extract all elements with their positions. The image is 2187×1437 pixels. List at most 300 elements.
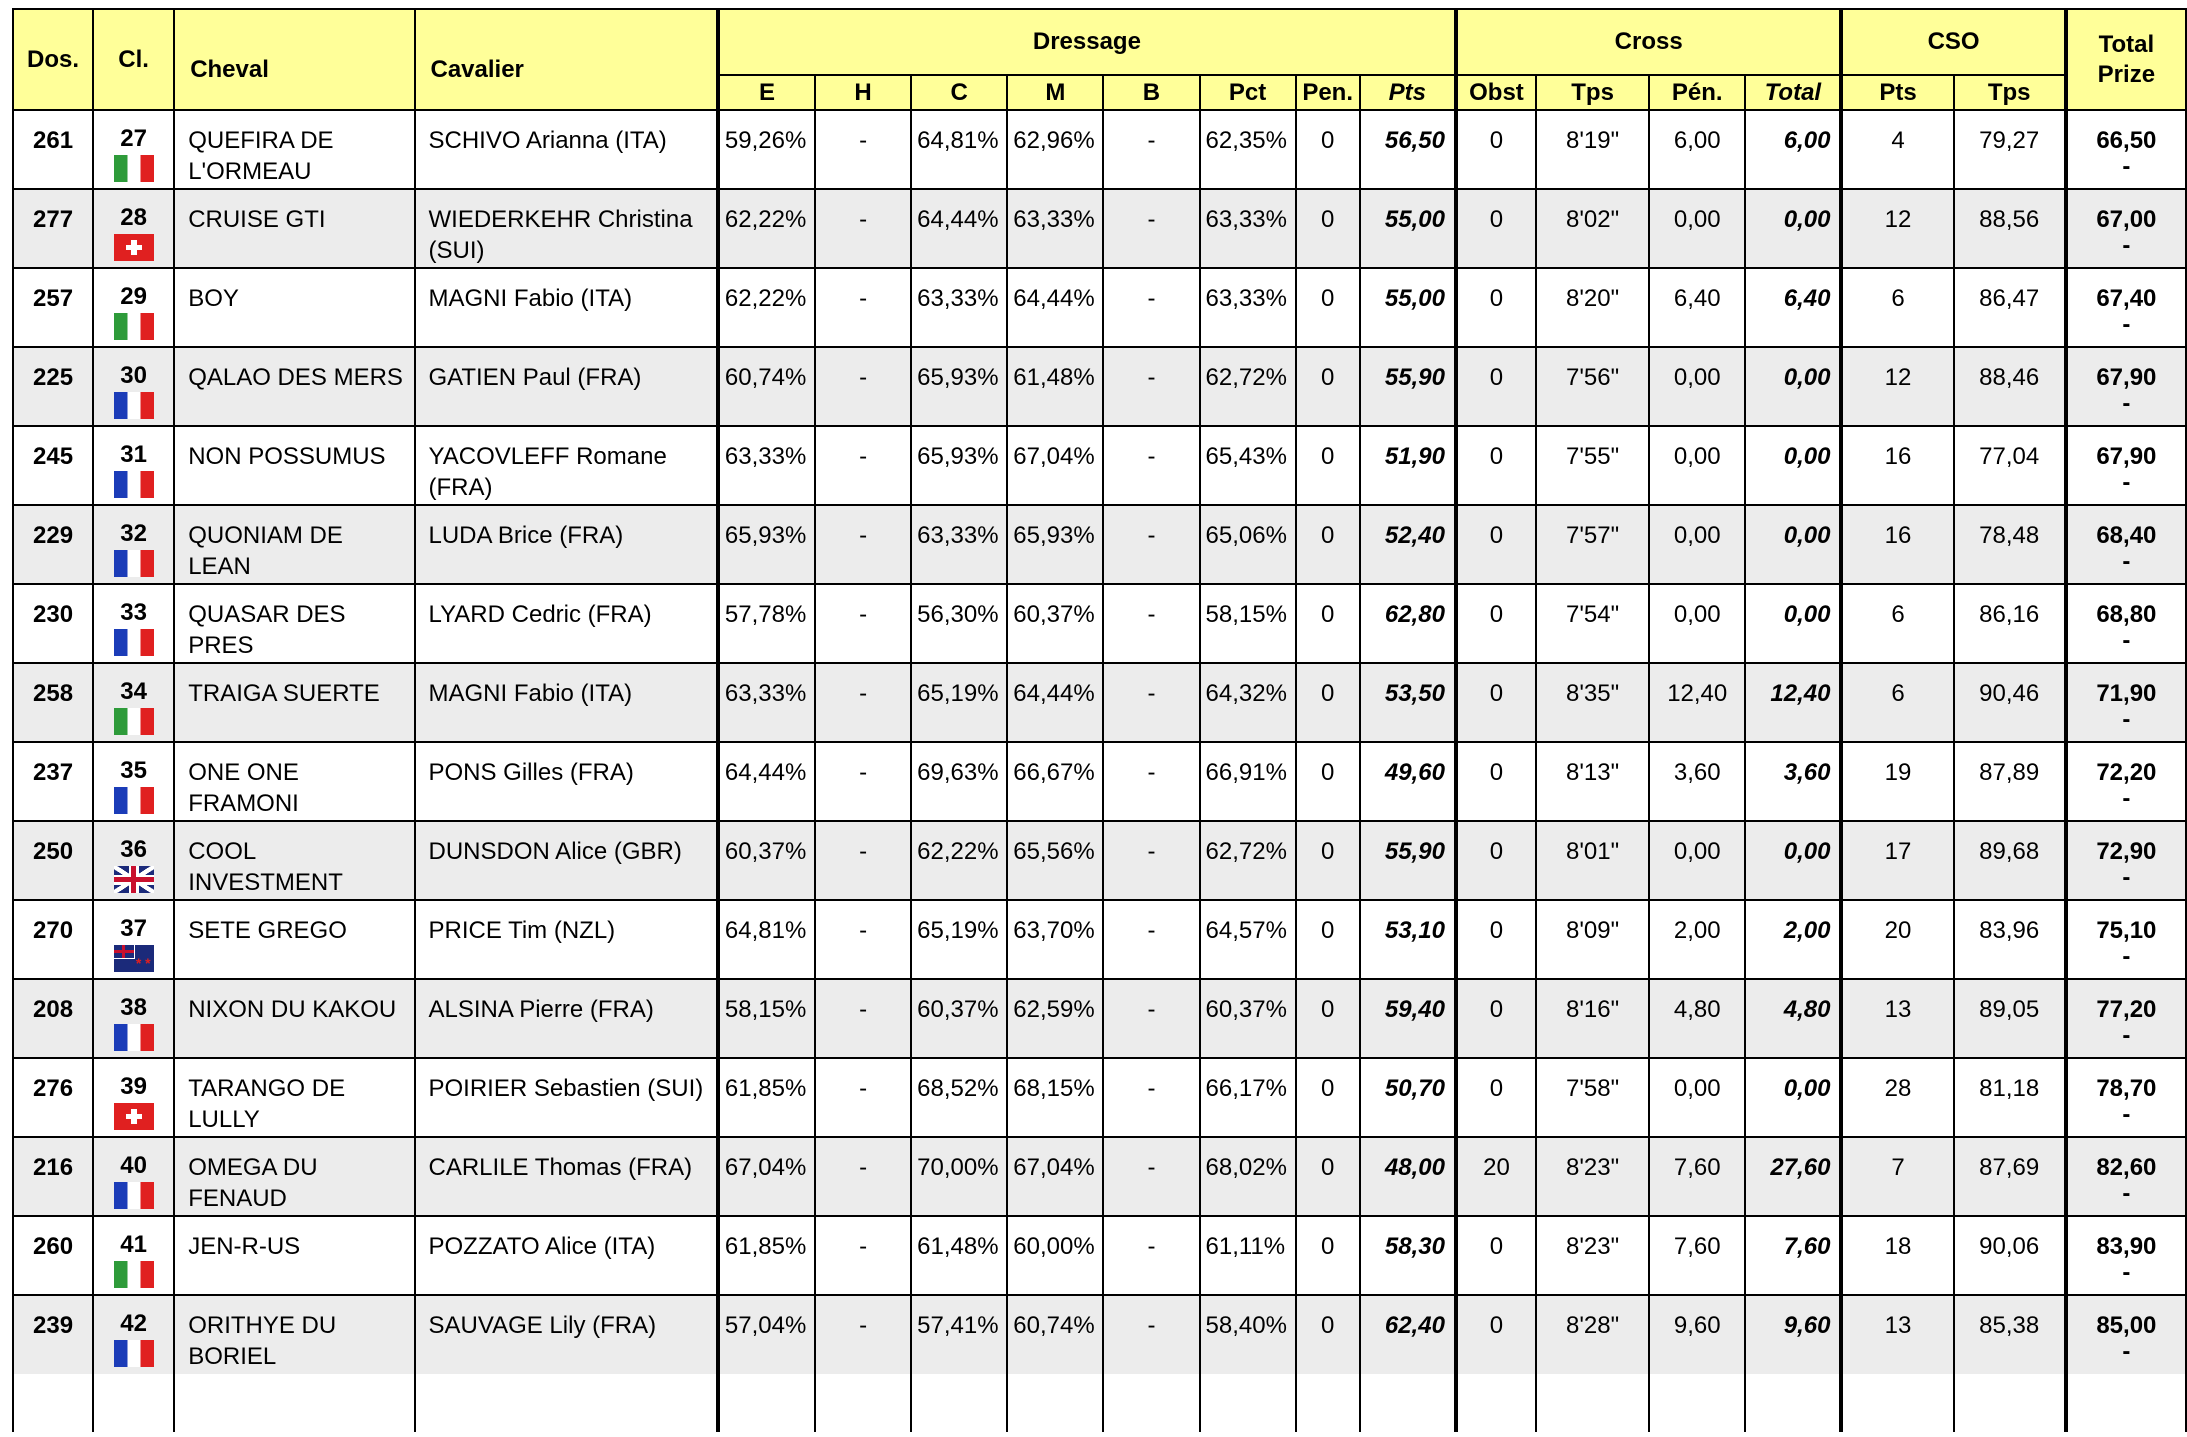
row-cross-tps: 8'16" bbox=[1536, 979, 1649, 1058]
row-cross-pen: 4,80 bbox=[1649, 979, 1745, 1058]
row-dressage-c: 64,81% bbox=[911, 110, 1007, 189]
rank-number: 35 bbox=[120, 757, 147, 784]
row-dressage-pen: 0 bbox=[1296, 663, 1360, 742]
row-cso-pts: 18 bbox=[1841, 1216, 1953, 1295]
total-score: 67,90 bbox=[2096, 443, 2157, 470]
row-cross-pen: 7,60 bbox=[1649, 1216, 1745, 1295]
row-dos: 270 bbox=[13, 900, 93, 979]
row-dressage-c: 63,33% bbox=[911, 505, 1007, 584]
row-dressage-e: 62,22% bbox=[718, 268, 815, 347]
empty-cell bbox=[911, 1374, 1007, 1432]
row-dressage-m: 67,04% bbox=[1007, 426, 1103, 505]
row-cross-total: 0,00 bbox=[1745, 1058, 1841, 1137]
row-rider: GATIEN Paul (FRA) bbox=[415, 347, 718, 426]
row-cross-tps: 7'55" bbox=[1536, 426, 1649, 505]
header-cross-tps: Tps bbox=[1536, 75, 1649, 110]
row-rank bbox=[93, 189, 174, 268]
rank-number: 29 bbox=[120, 283, 147, 310]
row-dressage-m: 60,37% bbox=[1007, 584, 1103, 663]
row-dressage-pen: 0 bbox=[1296, 347, 1360, 426]
row-horse: QUONIAM DE LEAN bbox=[174, 505, 414, 584]
rank-number: 38 bbox=[120, 994, 147, 1021]
header-cross-total: Total bbox=[1745, 75, 1841, 110]
row-rider: YACOVLEFF Romane (FRA) bbox=[415, 426, 718, 505]
row-dressage-pct: 64,32% bbox=[1200, 663, 1296, 742]
table-row bbox=[13, 584, 2186, 663]
prize: - bbox=[2122, 1338, 2131, 1365]
row-horse: TARANGO DE LULLY bbox=[174, 1058, 414, 1137]
row-cross-pen: 0,00 bbox=[1649, 505, 1745, 584]
row-cross-obst: 0 bbox=[1456, 1216, 1536, 1295]
total-score: 71,90 bbox=[2096, 680, 2157, 707]
empty-cell bbox=[1536, 1374, 1649, 1432]
empty-cell bbox=[1007, 1374, 1103, 1432]
row-cross-total: 9,60 bbox=[1745, 1295, 1841, 1374]
header-dressage-pts: Pts bbox=[1360, 75, 1456, 110]
row-dressage-pts: 62,80 bbox=[1360, 584, 1456, 663]
row-dressage-m: 60,00% bbox=[1007, 1216, 1103, 1295]
row-total bbox=[2066, 268, 2186, 347]
table-row bbox=[13, 821, 2186, 900]
row-dressage-h: - bbox=[815, 268, 911, 347]
row-dressage-pen: 0 bbox=[1296, 900, 1360, 979]
header-cso-pts: Pts bbox=[1841, 75, 1953, 110]
prize: - bbox=[2122, 706, 2131, 733]
row-cross-obst: 0 bbox=[1456, 189, 1536, 268]
row-cross-total: 7,60 bbox=[1745, 1216, 1841, 1295]
prize: - bbox=[2122, 864, 2131, 891]
row-rider: MAGNI Fabio (ITA) bbox=[415, 268, 718, 347]
row-dressage-h: - bbox=[815, 347, 911, 426]
results-sheet bbox=[12, 8, 2187, 1432]
prize: - bbox=[2122, 785, 2131, 812]
row-cross-total: 12,40 bbox=[1745, 663, 1841, 742]
empty-cell bbox=[1745, 1374, 1841, 1432]
row-dressage-b: - bbox=[1103, 347, 1199, 426]
row-rider: MAGNI Fabio (ITA) bbox=[415, 663, 718, 742]
total-score: 85,00 bbox=[2096, 1312, 2157, 1339]
rank-number: 27 bbox=[120, 125, 147, 152]
row-cross-total: 3,60 bbox=[1745, 742, 1841, 821]
empty-cell bbox=[1103, 1374, 1199, 1432]
prize: - bbox=[2122, 943, 2131, 970]
row-dressage-pct: 65,43% bbox=[1200, 426, 1296, 505]
row-dressage-h: - bbox=[815, 742, 911, 821]
row-dressage-b: - bbox=[1103, 1058, 1199, 1137]
row-cso-pts: 16 bbox=[1841, 426, 1953, 505]
row-cso-tps: 89,68 bbox=[1954, 821, 2066, 900]
row-rank bbox=[93, 347, 174, 426]
row-dressage-b: - bbox=[1103, 189, 1199, 268]
row-cso-tps: 78,48 bbox=[1954, 505, 2066, 584]
row-dressage-pen: 0 bbox=[1296, 821, 1360, 900]
row-cross-total: 4,80 bbox=[1745, 979, 1841, 1058]
row-cross-obst: 0 bbox=[1456, 742, 1536, 821]
row-cross-total: 0,00 bbox=[1745, 426, 1841, 505]
row-dos: 261 bbox=[13, 110, 93, 189]
row-dressage-pen: 0 bbox=[1296, 1058, 1360, 1137]
row-cross-pen: 0,00 bbox=[1649, 347, 1745, 426]
row-dressage-h: - bbox=[815, 110, 911, 189]
empty-cell bbox=[815, 1374, 911, 1432]
row-cross-obst: 0 bbox=[1456, 426, 1536, 505]
empty-cell bbox=[415, 1374, 718, 1432]
row-total bbox=[2066, 979, 2186, 1058]
row-cso-pts: 6 bbox=[1841, 268, 1953, 347]
row-cross-pen: 0,00 bbox=[1649, 426, 1745, 505]
row-dressage-h: - bbox=[815, 505, 911, 584]
table-row bbox=[13, 1216, 2186, 1295]
row-rider: LYARD Cedric (FRA) bbox=[415, 584, 718, 663]
flag-nzl-icon bbox=[114, 945, 154, 972]
row-total bbox=[2066, 426, 2186, 505]
header-c: C bbox=[911, 75, 1007, 110]
row-dressage-e: 64,81% bbox=[718, 900, 815, 979]
row-total bbox=[2066, 1137, 2186, 1216]
row-dressage-c: 61,48% bbox=[911, 1216, 1007, 1295]
row-dressage-c: 68,52% bbox=[911, 1058, 1007, 1137]
row-dressage-pct: 63,33% bbox=[1200, 268, 1296, 347]
row-cross-total: 0,00 bbox=[1745, 347, 1841, 426]
row-dressage-pct: 64,57% bbox=[1200, 900, 1296, 979]
rank-number: 36 bbox=[120, 836, 147, 863]
row-cross-pen: 6,40 bbox=[1649, 268, 1745, 347]
row-dressage-h: - bbox=[815, 821, 911, 900]
row-dressage-m: 64,44% bbox=[1007, 663, 1103, 742]
row-dressage-pct: 66,17% bbox=[1200, 1058, 1296, 1137]
row-dressage-c: 65,93% bbox=[911, 426, 1007, 505]
row-cross-pen: 0,00 bbox=[1649, 189, 1745, 268]
total-score: 67,00 bbox=[2096, 206, 2157, 233]
row-dressage-pts: 62,40 bbox=[1360, 1295, 1456, 1374]
row-dressage-e: 59,26% bbox=[718, 110, 815, 189]
row-cross-pen: 0,00 bbox=[1649, 1058, 1745, 1137]
row-rank bbox=[93, 1216, 174, 1295]
row-dressage-h: - bbox=[815, 426, 911, 505]
row-cso-tps: 87,69 bbox=[1954, 1137, 2066, 1216]
row-cross-tps: 8'35" bbox=[1536, 663, 1649, 742]
header-cl: Cl. bbox=[93, 9, 174, 110]
row-dressage-m: 63,33% bbox=[1007, 189, 1103, 268]
header-cso: CSO bbox=[1841, 9, 2065, 75]
row-cross-total: 2,00 bbox=[1745, 900, 1841, 979]
row-cso-tps: 77,04 bbox=[1954, 426, 2066, 505]
empty-cell bbox=[1296, 1374, 1360, 1432]
header-pen: Pen. bbox=[1296, 75, 1360, 110]
row-dos: 250 bbox=[13, 821, 93, 900]
row-horse: QALAO DES MERS bbox=[174, 347, 414, 426]
row-dressage-b: - bbox=[1103, 1295, 1199, 1374]
row-horse: COOL INVESTMENT bbox=[174, 821, 414, 900]
row-dressage-m: 63,70% bbox=[1007, 900, 1103, 979]
table-row bbox=[13, 979, 2186, 1058]
header-cavalier: Cavalier bbox=[415, 9, 718, 110]
row-cross-tps: 8'01" bbox=[1536, 821, 1649, 900]
empty-row bbox=[13, 1374, 2186, 1432]
row-dressage-h: - bbox=[815, 1058, 911, 1137]
header-pct: Pct bbox=[1200, 75, 1296, 110]
flag-fra-icon bbox=[114, 550, 154, 577]
row-dos: 239 bbox=[13, 1295, 93, 1374]
rank-number: 41 bbox=[120, 1231, 147, 1258]
row-dressage-b: - bbox=[1103, 742, 1199, 821]
row-dressage-e: 60,37% bbox=[718, 821, 815, 900]
row-horse: QUASAR DES PRES bbox=[174, 584, 414, 663]
empty-cell bbox=[174, 1374, 414, 1432]
row-horse: ONE ONE FRAMONI bbox=[174, 742, 414, 821]
row-cross-obst: 0 bbox=[1456, 1058, 1536, 1137]
row-total bbox=[2066, 110, 2186, 189]
row-dressage-pen: 0 bbox=[1296, 426, 1360, 505]
rank-number: 28 bbox=[120, 204, 147, 231]
row-cross-tps: 8'23" bbox=[1536, 1216, 1649, 1295]
row-horse: OMEGA DU FENAUD bbox=[174, 1137, 414, 1216]
row-cross-tps: 8'13" bbox=[1536, 742, 1649, 821]
row-rank bbox=[93, 505, 174, 584]
header-obst: Obst bbox=[1456, 75, 1536, 110]
row-rank bbox=[93, 821, 174, 900]
total-score: 67,40 bbox=[2096, 285, 2157, 312]
row-cso-pts: 4 bbox=[1841, 110, 1953, 189]
flag-fra-icon bbox=[114, 471, 154, 498]
row-dressage-b: - bbox=[1103, 1216, 1199, 1295]
total-score: 66,50 bbox=[2096, 127, 2157, 154]
row-cross-tps: 7'56" bbox=[1536, 347, 1649, 426]
row-cso-pts: 13 bbox=[1841, 1295, 1953, 1374]
row-cso-tps: 86,47 bbox=[1954, 268, 2066, 347]
row-horse: TRAIGA SUERTE bbox=[174, 663, 414, 742]
empty-cell bbox=[2066, 1374, 2186, 1432]
row-dressage-h: - bbox=[815, 584, 911, 663]
row-cso-pts: 28 bbox=[1841, 1058, 1953, 1137]
prize: - bbox=[2122, 1101, 2131, 1128]
flag-fra-icon bbox=[114, 629, 154, 656]
row-dressage-pts: 55,00 bbox=[1360, 268, 1456, 347]
row-dressage-pct: 62,72% bbox=[1200, 347, 1296, 426]
row-cross-tps: 7'58" bbox=[1536, 1058, 1649, 1137]
row-cross-obst: 0 bbox=[1456, 663, 1536, 742]
total-score: 77,20 bbox=[2096, 996, 2157, 1023]
row-cross-total: 6,00 bbox=[1745, 110, 1841, 189]
row-dos: 276 bbox=[13, 1058, 93, 1137]
header-cross-pen: Pén. bbox=[1649, 75, 1745, 110]
row-dressage-e: 64,44% bbox=[718, 742, 815, 821]
row-dressage-pct: 61,11% bbox=[1200, 1216, 1296, 1295]
row-cross-pen: 12,40 bbox=[1649, 663, 1745, 742]
row-dressage-e: 57,78% bbox=[718, 584, 815, 663]
flag-fra-icon bbox=[114, 1182, 154, 1209]
row-dressage-pct: 65,06% bbox=[1200, 505, 1296, 584]
row-dressage-e: 57,04% bbox=[718, 1295, 815, 1374]
row-dressage-pct: 63,33% bbox=[1200, 189, 1296, 268]
row-rider: PRICE Tim (NZL) bbox=[415, 900, 718, 979]
row-dressage-pts: 52,40 bbox=[1360, 505, 1456, 584]
total-score: 78,70 bbox=[2096, 1075, 2157, 1102]
row-dos: 230 bbox=[13, 584, 93, 663]
row-cso-tps: 79,27 bbox=[1954, 110, 2066, 189]
row-dressage-m: 66,67% bbox=[1007, 742, 1103, 821]
table-header bbox=[13, 9, 2186, 110]
row-rank bbox=[93, 742, 174, 821]
row-dressage-b: - bbox=[1103, 426, 1199, 505]
row-dressage-pen: 0 bbox=[1296, 1295, 1360, 1374]
flag-fra-icon bbox=[114, 1024, 154, 1051]
row-dressage-m: 65,56% bbox=[1007, 821, 1103, 900]
row-dressage-pen: 0 bbox=[1296, 742, 1360, 821]
row-dressage-e: 63,33% bbox=[718, 663, 815, 742]
total-score: 68,80 bbox=[2096, 601, 2157, 628]
row-dos: 216 bbox=[13, 1137, 93, 1216]
row-dressage-c: 65,93% bbox=[911, 347, 1007, 426]
row-horse: NON POSSUMUS bbox=[174, 426, 414, 505]
table-row bbox=[13, 742, 2186, 821]
empty-cell bbox=[93, 1374, 174, 1432]
table-body bbox=[13, 110, 2186, 1432]
total-score: 72,90 bbox=[2096, 838, 2157, 865]
row-cross-tps: 7'54" bbox=[1536, 584, 1649, 663]
rank-number: 40 bbox=[120, 1152, 147, 1179]
row-cross-tps: 8'20" bbox=[1536, 268, 1649, 347]
rank-number: 30 bbox=[120, 362, 147, 389]
rank-number: 32 bbox=[120, 520, 147, 547]
row-total bbox=[2066, 347, 2186, 426]
flag-gbr-icon bbox=[114, 866, 154, 893]
row-dressage-pen: 0 bbox=[1296, 189, 1360, 268]
row-cso-pts: 6 bbox=[1841, 584, 1953, 663]
row-horse: CRUISE GTI bbox=[174, 189, 414, 268]
row-cso-pts: 16 bbox=[1841, 505, 1953, 584]
row-dressage-pct: 60,37% bbox=[1200, 979, 1296, 1058]
flag-ita-icon bbox=[114, 313, 154, 340]
table-row bbox=[13, 1295, 2186, 1374]
row-cso-pts: 12 bbox=[1841, 347, 1953, 426]
table-row bbox=[13, 110, 2186, 189]
row-rider: POZZATO Alice (ITA) bbox=[415, 1216, 718, 1295]
row-dressage-pts: 48,00 bbox=[1360, 1137, 1456, 1216]
row-total bbox=[2066, 1058, 2186, 1137]
row-cross-tps: 7'57" bbox=[1536, 505, 1649, 584]
row-cross-total: 6,40 bbox=[1745, 268, 1841, 347]
row-dressage-pct: 68,02% bbox=[1200, 1137, 1296, 1216]
row-dos: 245 bbox=[13, 426, 93, 505]
row-dressage-c: 70,00% bbox=[911, 1137, 1007, 1216]
rank-number: 33 bbox=[120, 599, 147, 626]
row-cross-obst: 0 bbox=[1456, 821, 1536, 900]
row-cross-total: 0,00 bbox=[1745, 584, 1841, 663]
row-rank bbox=[93, 900, 174, 979]
row-dressage-b: - bbox=[1103, 900, 1199, 979]
row-rank bbox=[93, 979, 174, 1058]
row-dressage-pts: 59,40 bbox=[1360, 979, 1456, 1058]
row-cso-tps: 85,38 bbox=[1954, 1295, 2066, 1374]
row-rank bbox=[93, 584, 174, 663]
row-horse: JEN-R-US bbox=[174, 1216, 414, 1295]
row-cross-obst: 0 bbox=[1456, 979, 1536, 1058]
row-rank bbox=[93, 1058, 174, 1137]
row-dressage-pts: 55,90 bbox=[1360, 821, 1456, 900]
row-dos: 258 bbox=[13, 663, 93, 742]
row-cross-total: 27,60 bbox=[1745, 1137, 1841, 1216]
row-cso-pts: 13 bbox=[1841, 979, 1953, 1058]
row-rider: WIEDERKEHR Christina (SUI) bbox=[415, 189, 718, 268]
row-dressage-pen: 0 bbox=[1296, 110, 1360, 189]
flag-fra-icon bbox=[114, 787, 154, 814]
header-e: E bbox=[718, 75, 815, 110]
row-cross-obst: 0 bbox=[1456, 110, 1536, 189]
prize: - bbox=[2122, 1022, 2131, 1049]
row-dressage-pts: 58,30 bbox=[1360, 1216, 1456, 1295]
row-dressage-c: 69,63% bbox=[911, 742, 1007, 821]
row-dressage-pct: 62,35% bbox=[1200, 110, 1296, 189]
row-dressage-pct: 62,72% bbox=[1200, 821, 1296, 900]
row-dos: 260 bbox=[13, 1216, 93, 1295]
row-dressage-e: 61,85% bbox=[718, 1216, 815, 1295]
header-cross: Cross bbox=[1456, 9, 1842, 75]
row-rider: PONS Gilles (FRA) bbox=[415, 742, 718, 821]
row-dressage-pen: 0 bbox=[1296, 1216, 1360, 1295]
row-dressage-c: 65,19% bbox=[911, 663, 1007, 742]
rank-number: 42 bbox=[120, 1310, 147, 1337]
rank-number: 34 bbox=[120, 678, 147, 705]
row-dressage-b: - bbox=[1103, 268, 1199, 347]
row-cso-tps: 83,96 bbox=[1954, 900, 2066, 979]
row-cso-pts: 12 bbox=[1841, 189, 1953, 268]
row-dressage-pen: 0 bbox=[1296, 268, 1360, 347]
flag-ita-icon bbox=[114, 155, 154, 182]
row-cross-obst: 0 bbox=[1456, 900, 1536, 979]
row-dressage-pts: 55,90 bbox=[1360, 347, 1456, 426]
total-score: 67,90 bbox=[2096, 364, 2157, 391]
row-rider: SAUVAGE Lily (FRA) bbox=[415, 1295, 718, 1374]
row-dressage-pts: 53,50 bbox=[1360, 663, 1456, 742]
table-row bbox=[13, 900, 2186, 979]
row-cross-pen: 3,60 bbox=[1649, 742, 1745, 821]
flag-ita-icon bbox=[114, 708, 154, 735]
table-row bbox=[13, 1137, 2186, 1216]
row-total bbox=[2066, 584, 2186, 663]
table-row bbox=[13, 268, 2186, 347]
row-dressage-m: 61,48% bbox=[1007, 347, 1103, 426]
table-row bbox=[13, 663, 2186, 742]
table-row bbox=[13, 347, 2186, 426]
row-dressage-e: 58,15% bbox=[718, 979, 815, 1058]
row-total bbox=[2066, 742, 2186, 821]
row-dressage-pct: 58,15% bbox=[1200, 584, 1296, 663]
row-dressage-e: 63,33% bbox=[718, 426, 815, 505]
row-cross-obst: 20 bbox=[1456, 1137, 1536, 1216]
row-dressage-e: 67,04% bbox=[718, 1137, 815, 1216]
empty-cell bbox=[1360, 1374, 1456, 1432]
row-cso-pts: 20 bbox=[1841, 900, 1953, 979]
flag-ita-icon bbox=[114, 1261, 154, 1288]
row-dressage-c: 62,22% bbox=[911, 821, 1007, 900]
row-cso-tps: 88,46 bbox=[1954, 347, 2066, 426]
row-horse: SETE GREGO bbox=[174, 900, 414, 979]
row-dressage-c: 64,44% bbox=[911, 189, 1007, 268]
prize: - bbox=[2122, 311, 2131, 338]
row-dressage-pts: 56,50 bbox=[1360, 110, 1456, 189]
flag-sui-icon bbox=[114, 1103, 154, 1130]
row-dressage-pct: 66,91% bbox=[1200, 742, 1296, 821]
row-dressage-c: 63,33% bbox=[911, 268, 1007, 347]
row-cross-total: 0,00 bbox=[1745, 189, 1841, 268]
row-dos: 208 bbox=[13, 979, 93, 1058]
total-score: 82,60 bbox=[2096, 1154, 2157, 1181]
row-dressage-h: - bbox=[815, 189, 911, 268]
row-horse: BOY bbox=[174, 268, 414, 347]
row-cross-obst: 0 bbox=[1456, 1295, 1536, 1374]
row-dressage-m: 64,44% bbox=[1007, 268, 1103, 347]
